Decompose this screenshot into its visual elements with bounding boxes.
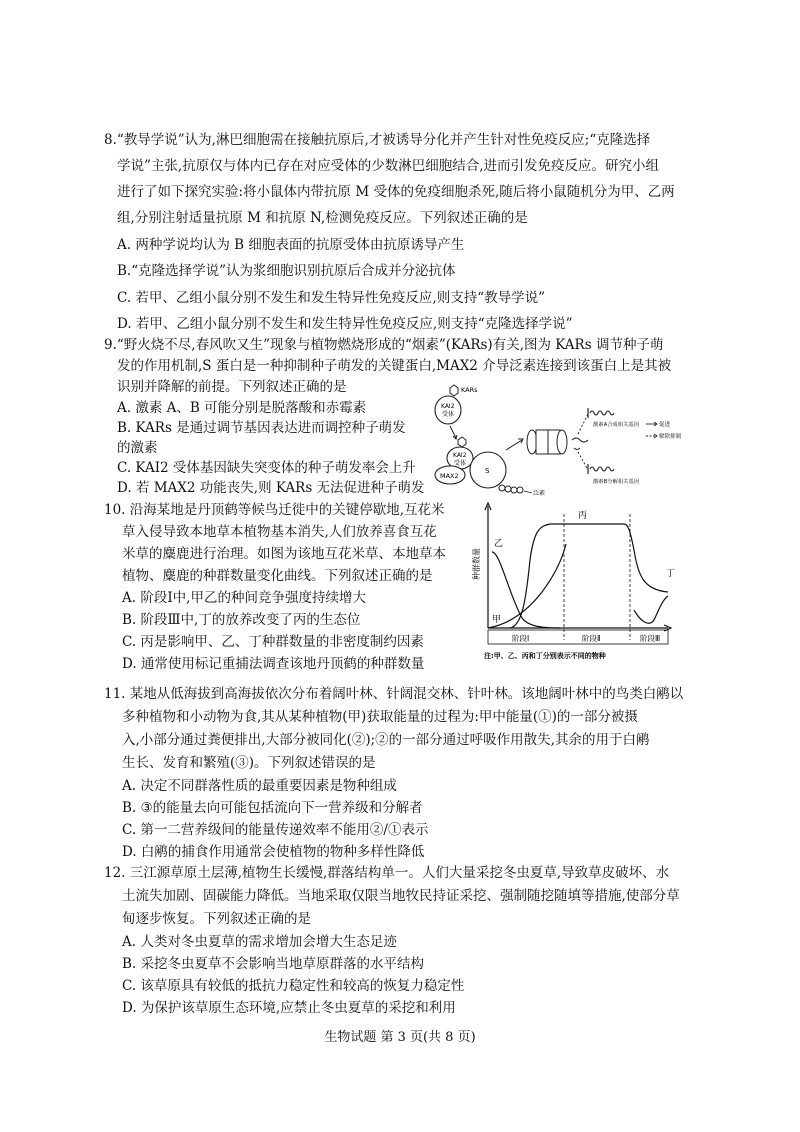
q9-option-d: D. 若 MAX2 功能丧失,则 KARs 无法促进种子萌发	[117, 480, 425, 496]
kai2-receptor	[435, 396, 461, 424]
q12-option-a: A. 人类对冬虫夏草的需求增加会增大生态足迹	[122, 934, 397, 950]
q11-option-d: D. 白鹇的捕食作用通常会使植物的物种多样性降低	[122, 844, 425, 860]
q11-option-a: A. 决定不同群落性质的最重要因素是物种组成	[122, 778, 397, 794]
q11-stem-line: 多种植物和小动物为食,其从某种植物(甲)获取能量的过程为:甲中能量(①)的一部分被摄	[122, 709, 638, 725]
curve-ding	[634, 596, 668, 623]
kai2-label: KAI2	[441, 403, 455, 410]
s-protein-label: S	[485, 467, 490, 475]
q11-stem-line: 生长、发育和繁殖(③)。下列叙述错误的是	[122, 755, 376, 771]
gene-b-label: 激素B分解相关基因	[593, 479, 640, 485]
q10-stem-line: 米草的麋鹿进行治理。如图为该地互花米草、本地草本	[122, 546, 446, 562]
gene-a	[588, 408, 682, 440]
label-yi: 乙	[494, 539, 504, 549]
q9-stem-line: 发的作用机制,S 蛋白是一种抑制种子萌发的关键蛋白,MAX2 介导泛素连接到该蛋白上是其被	[117, 358, 672, 374]
q9-stem-line: 识别并降解的前提。下列叙述正确的是	[117, 379, 347, 395]
q9-option-b: B. KARs 是通过调节基因表达进而调控种子萌发	[117, 420, 406, 436]
q9-option-c: C. KAI2 受体基因缺失突变体的种子萌发率会上升	[117, 460, 416, 476]
promote-label: 促进	[659, 422, 671, 428]
q9-stem-line: 9.“野火烧不尽,春风吹又生”现象与植物燃烧形成的“烟素”(KARs)有关,图为 KARs 调节种子萌	[104, 337, 664, 353]
q11-stem-line: 入,小部分通过粪便排出,大部分被同化(②);②的一部分通过呼吸作用散失,其余的用于白鹇	[122, 732, 650, 748]
q8-stem-line: 8.“教导学说”认为,淋巴细胞需在接触抗原后,才被诱导分化并产生针对性免疫反应;“克隆选择	[104, 132, 651, 148]
arrow-to-proteasome	[506, 440, 522, 450]
curve-bing	[510, 524, 668, 628]
q8-option-d: D. 若甲、乙组小鼠分别不发生和发生特异性免疫反应,则支持“克隆选择学说”	[117, 316, 573, 332]
max2-label: MAX2	[440, 472, 459, 480]
q12-option-c: C. 该草原具有较低的抵抗力稳定性和较高的恢复力稳定性	[122, 978, 465, 994]
receptor-complex	[435, 437, 506, 488]
y-axis-label: 种群数量	[472, 548, 481, 580]
q10-stem-line: 10. 沿海某地是丹顶鹤等候鸟迁徙中的关键停歇地,互花米	[104, 502, 445, 518]
q11-option-b: B. ③的能量去向可能包括流向下一营养级和分解者	[122, 800, 423, 816]
kars-mechanism-diagram	[428, 380, 690, 498]
q12-stem-line: 12. 三江源草原土层薄,植物生长缓慢,群落结构单一。人们大量采挖冬虫夏草,导致草皮破坏、水	[104, 865, 670, 881]
label-ding: 丁	[666, 569, 676, 579]
fragment	[572, 438, 588, 442]
q11-stem-line: 11. 某地从低海拔到高海拔依次分布着阔叶林、针阔混交林、针叶林。该地阔叶林中的鸟类白鹇以	[104, 686, 684, 702]
ubiquitin-label: 泛素	[533, 490, 546, 497]
q8-stem-line: 组,分别注射适量抗原 M 和抗原 N,检测免疫反应。下列叙述正确的是	[117, 210, 528, 226]
q8-stem-line: 学说”主张,抗原仅与体内已存在对应受体的少数淋巴细胞结合,进而引发免疫反应。研究小组	[117, 158, 659, 174]
q12-stem-line: 土流失加剧、固碳能力降低。当地采取仅限当地牧民持证采挖、强制随挖随填等措施,使部分草	[122, 888, 680, 904]
q8-option-b: B.“克隆选择学说”认为浆细胞识别抗原后合成并分泌抗体	[117, 263, 456, 279]
stage-2-label: 阶段Ⅱ	[582, 634, 601, 643]
page-footer: 生物试题 第 3 页(共 8 页)	[324, 1030, 476, 1045]
q9-option-b-cont: 的激素	[117, 440, 158, 456]
chart-note: 注:甲、乙、丙和丁分别表示不同的物种	[484, 652, 606, 660]
release-arrow-b	[578, 452, 588, 470]
kai2-complex-label: KAI2	[453, 452, 467, 459]
release-label: 解除抑制	[659, 434, 682, 440]
q11-option-c: C. 第一二营养级间的能量传递效率不能用②/①表示	[122, 822, 429, 838]
q9-option-a: A. 激素 A、B 可能分别是脱落酸和赤霉素	[117, 400, 367, 416]
gene-a-label: 激素A合成相关基因	[593, 422, 639, 428]
proteasome-icon	[527, 430, 567, 454]
q10-stem-line: 植物、麋鹿的种群数量变化曲线。下列叙述正确的是	[122, 568, 433, 584]
q12-stem-line: 甸逐步恢复。下列叙述正确的是	[122, 911, 311, 927]
q10-stem-line: 草入侵导致本地草本植物基本消失,人们放养喜食互花	[122, 524, 437, 540]
q8-option-a: A. 两种学说均认为 B 细胞表面的抗原受体由抗原诱导产生	[117, 237, 465, 253]
kars-molecule	[450, 385, 478, 396]
q10-option-d: D. 通常使用标记重捕法调查该地丹顶鹤的种群数量	[122, 656, 425, 672]
population-curve-chart	[470, 500, 692, 664]
stage-1-label: 阶段Ⅰ	[512, 634, 530, 643]
label-jia: 甲	[492, 615, 502, 625]
kars-label: KARs	[461, 386, 478, 394]
q10-option-a: A. 阶段Ⅰ中,甲乙的种间竞争强度持续增大	[122, 590, 366, 606]
gene-b	[588, 464, 639, 485]
q12-option-d: D. 为保护该草原生态环境,应禁止冬虫夏草的采挖和利用	[122, 1000, 456, 1016]
label-bing: 丙	[578, 511, 588, 521]
ubiquitin-chain	[499, 485, 545, 497]
q10-option-c: C. 丙是影响甲、乙、丁种群数量的非密度制约因素	[122, 634, 424, 650]
q8-option-c: C. 若甲、乙组小鼠分别不发生和发生特异性免疫反应,则支持“教导学说”	[117, 290, 546, 306]
fragment	[574, 448, 580, 450]
receptor-complex-label: 受体	[454, 460, 467, 467]
release-arrow-a	[578, 414, 588, 434]
receptor-label: 受体	[442, 411, 455, 418]
q12-option-b: B. 采挖冬虫夏草不会影响当地草原群落的水平结构	[122, 956, 425, 972]
q10-option-b: B. 阶段Ⅲ中,丁的放养改变了丙的生态位	[122, 612, 361, 628]
stage-3-label: 阶段Ⅲ	[640, 634, 661, 643]
q8-stem-line: 进行了如下探究实验:将小鼠体内带抗原 M 受体的免疫细胞杀死,随后将小鼠随机分为甲、乙两	[117, 184, 675, 200]
